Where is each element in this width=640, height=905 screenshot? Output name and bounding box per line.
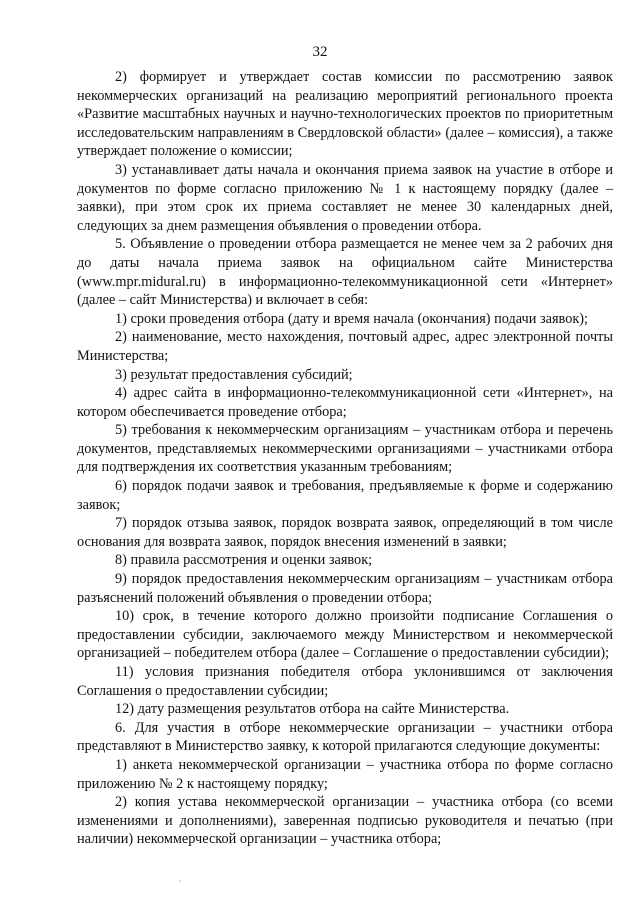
scan-speck: [179, 880, 181, 882]
list-item: 7) порядок отзыва заявок, порядок возврата заявок, определяющий в том числе основания для возврата заявок, порядок внесения изменений в заявки;: [77, 515, 613, 550]
list-item: 1) сроки проведения отбора (дату и время начала (окончания) подачи заявок);: [115, 310, 589, 327]
list-item: 12) дату размещения результатов отбора на сайте Министерства.: [115, 701, 510, 718]
page-number: 32: [312, 44, 328, 60]
paragraph: 3) устанавливает даты начала и окончания приема заявок на участие в отборе и документов по форме согласно приложению № 1 к настоящему порядку (далее – заявки), при этом срок их приема составляет не менее 30 календарных дней, следующих за днем размещения объявления о проведении отбора.: [77, 161, 613, 234]
list-item: 1) анкета некоммерческой организации – участника отбора по форме согласно приложению № 2 к настоящему порядку;: [77, 756, 613, 792]
list-item: 11) условия признания победителя отбора уклонившимся от заключения Соглашения о предоставлении субсидии;: [77, 664, 613, 699]
list-item: 5) требования к некоммерческим организациям – участникам отбора и перечень документов, представляемых некоммерческими организациями – участниками отбора для подтверждения их соответствия указанным требованиям;: [77, 422, 613, 476]
list-item: 4) адрес сайта в информационно-телекоммуникационной сети «Интернет», на котором обеспечивается проведение отбора;: [77, 385, 613, 420]
list-item: 2) наименование, место нахождения, почтовый адрес, адрес электронной почты Министерства;: [77, 329, 613, 364]
list-item: 10) срок, в течение которого должно произойти подписание Соглашения о предоставлении субсидии, заключаемого между Министерством и некоммерческой организацией – победителем отбора (далее – Соглашение о предоставлении субсидии);: [77, 608, 613, 662]
list-item: 3) результат предоставления субсидий;: [115, 366, 353, 383]
document-body: [77, 68, 613, 849]
list-item: 2) копия устава некоммерческой организации – участника отбора (со всеми изменениями и дополнениями), заверенная подписью руководителя и печатью (при наличии) некоммерческой организации – участника отбора;: [77, 794, 613, 848]
list-item: 6) порядок подачи заявок и требования, предъявляемые к форме и содержанию заявок;: [77, 478, 613, 513]
paragraph: 2) формирует и утверждает состав комиссии по рассмотрению заявок некоммерческих организаций на реализацию мероприятий регионального проекта «Развитие масштабных научных и научно-технологических проектов по приоритетным исследовательским направлениям в Свердловской области» (далее – комиссия), а также утверждает положение о комиссии;: [77, 69, 613, 160]
list-item: 8) правила рассмотрения и оценки заявок;: [115, 552, 373, 569]
paragraph: 6. Для участия в отборе некоммерческие организации – участники отбора представляют в Министерство заявку, к которой прилагаются следующие документы:: [77, 719, 613, 755]
paragraph: 5. Объявление о проведении отбора размещается не менее чем за 2 рабочих дня до даты начала приема заявок на официальном сайте Министерства (www.mpr.midural.ru) в информационно-телекоммуникационной сети «Интернет» (далее – сайт Министерства) и включает в себя:: [77, 236, 613, 309]
list-item: 9) порядок предоставления некоммерческим организациям – участникам отбора разъяснений положений объявления о проведении отбора;: [77, 571, 613, 606]
